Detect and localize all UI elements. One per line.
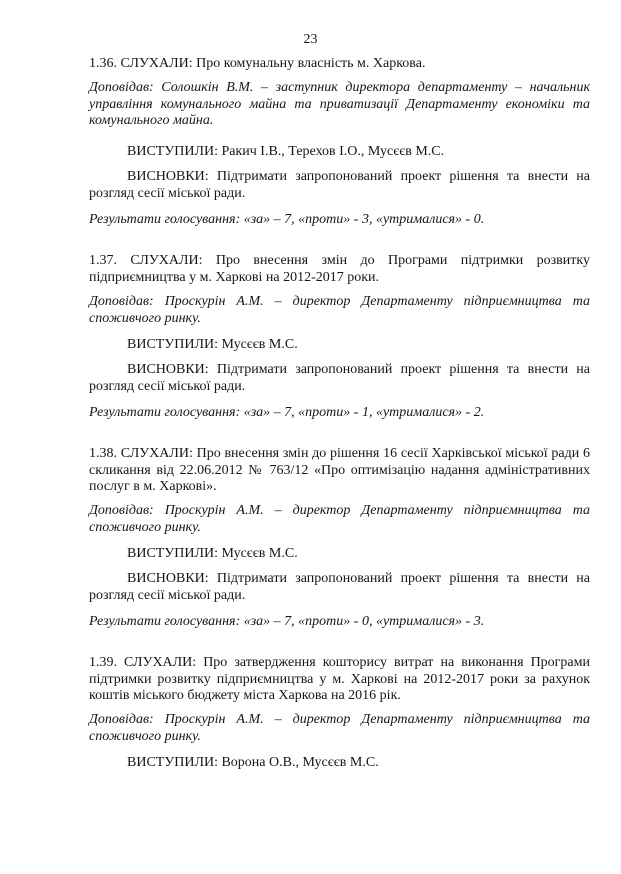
heard-1-36: 1.36. СЛУХАЛИ: Про комунальну власність м. Харкова. bbox=[89, 56, 426, 71]
spoke-1-39: ВИСТУПИЛИ: Ворона О.В., Мусєєв М.С. bbox=[127, 755, 379, 770]
heard-1-38: 1.38. СЛУХАЛИ: Про внесення змін до рішення 16 сесії Харківської міської ради 6 скликання від 22.06.2012 № 763/12 «Про оптимізацію надання адміністративних послуг в м. Харкові». bbox=[89, 446, 590, 494]
spoke-1-38: ВИСТУПИЛИ: Мусєєв М.С. bbox=[127, 546, 298, 561]
conclusion-1-37: ВИСНОВКИ: Підтримати запропонований проект рішення та внести на розгляд сесії міської ради. bbox=[89, 362, 590, 394]
heard-1-39: 1.39. СЛУХАЛИ: Про затвердження кошторису витрат на виконання Програми підтримки розвитку підприємництва у м. Харкові на 2012-2017 роки за рахунок коштів міського бюджету міста Харкова на 2016 рік. bbox=[89, 655, 590, 703]
speaker-1-37: Доповідав: Проскурін А.М. – директор Департаменту підприємництва та споживчого ринку. bbox=[89, 294, 590, 326]
conclusion-1-36: ВИСНОВКИ: Підтримати запропонований проект рішення та внести на розгляд сесії міської ради. bbox=[89, 169, 590, 201]
vote-1-36: Результати голосування: «за» – 7, «проти» - 3, «утрималися» - 0. bbox=[89, 212, 485, 227]
conclusion-1-38: ВИСНОВКИ: Підтримати запропонований проект рішення та внести на розгляд сесії міської ради. bbox=[89, 571, 590, 603]
heard-1-37: 1.37. СЛУХАЛИ: Про внесення змін до Програми підтримки розвитку підприємництва у м. Харкові на 2012-2017 роки. bbox=[89, 253, 590, 285]
spoke-1-37: ВИСТУПИЛИ: Мусєєв М.С. bbox=[127, 337, 298, 352]
vote-1-37: Результати голосування: «за» – 7, «проти» - 1, «утрималися» - 2. bbox=[89, 405, 485, 420]
speaker-1-39: Доповідав: Проскурін А.М. – директор Департаменту підприємництва та споживчого ринку. bbox=[89, 712, 590, 744]
page-number: 23 bbox=[303, 32, 318, 47]
spoke-1-36: ВИСТУПИЛИ: Ракич І.В., Терехов І.О., Мусєєв М.С. bbox=[127, 144, 445, 159]
speaker-1-36: Доповідав: Солошкін В.М. – заступник директора департаменту – начальник управління комунального майна та приватизації Департаменту економіки та комунального майна. bbox=[89, 80, 590, 128]
vote-1-38: Результати голосування: «за» – 7, «проти» - 0, «утрималися» - 3. bbox=[89, 614, 485, 629]
speaker-1-38: Доповідав: Проскурін А.М. – директор Департаменту підприємництва та споживчого ринку. bbox=[89, 503, 590, 535]
